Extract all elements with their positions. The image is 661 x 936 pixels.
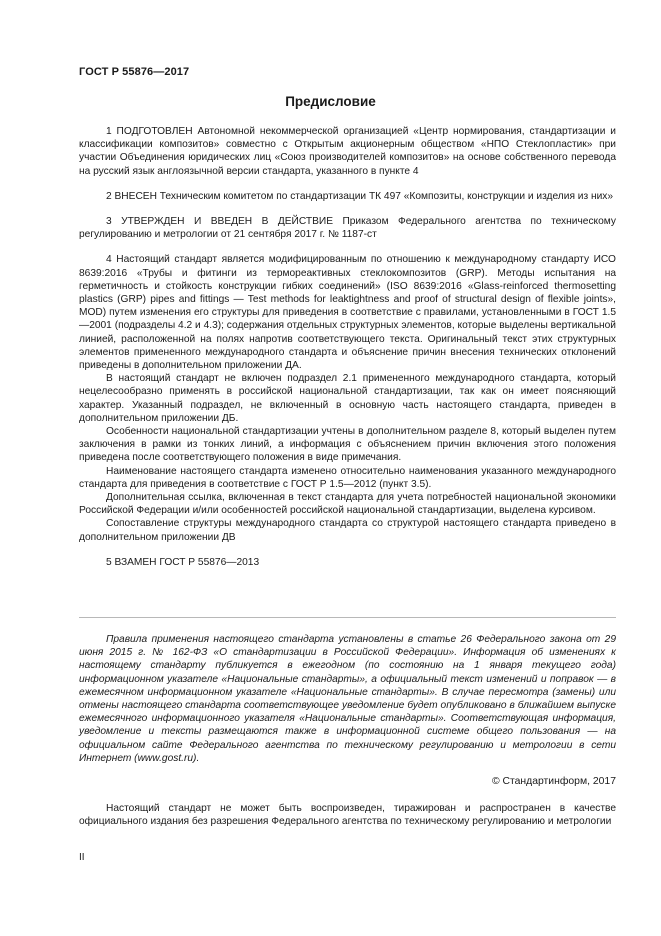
paragraph-4-national-features: Особенности национальной стандартизации учтены в дополнительном разделе 8, который выделен путем заключения в рамки из тонких линий, а информация с объяснением причин включения этого положения приведена после соответствующего положения в виде примечания. xyxy=(79,426,616,464)
law-notice-text: Правила применения настоящего стандарта установлены в статье 26 Федерального закона от 29 июня 2015 г. № 162-ФЗ «О стандартизации в Российской Федерации». Информация об изменениях к настоящему стандарту публикуется в ежегодном (по состоянию на 1 января текущего года) информационном указателе «Национальные стандарты», а официальный текст изменений и поправок — в ежемесячном информационном указателе «Национальные стандарты». В случае пересмотра (замены) или отмены настоящего стандарта соответствующее уведомление будет опубликовано в ближайшем выпуске ежемесячного информационного указателя «Национальные стандарты». Соответствующая информация, уведомление и тексты размещаются также в информационной системе общего пользования — на официальном сайте Федерального агентства по техническому регулированию и метрологии в сети Интернет (www.gost.ru). xyxy=(79,634,616,764)
reproduction-notice-block xyxy=(79,802,616,828)
paragraph-1-prepared: 1 ПОДГОТОВЛЕН Автономной некоммерческой организацией «Центр нормирования, стандартизации и классификации композитов» совместно с Открытым акционерным обществом «НПО Стеклопластик» при участии Объединения юридических лиц «Союз производителей композитов» на основе собственного перевода на русский язык англоязычной версии стандарта, указанного в пункте 4 xyxy=(79,126,616,177)
paragraph-2-submitted: 2 ВНЕСЕН Техническим комитетом по стандартизации ТК 497 «Композиты, конструкции и изделия из них» xyxy=(106,190,614,202)
standard-code-header: ГОСТ Р 55876—2017 xyxy=(79,66,190,78)
paragraph-4-structure-comparison: Сопоставление структуры международного стандарта со структурой настоящего стандарта приведено в дополнительном приложении ДВ xyxy=(79,518,616,543)
paragraph-4-title-change: Наименование настоящего стандарта изменено относительно наименования указанного международного стандарта для приведения в соответствие с ГОСТ Р 1.5—2012 (пункт 3.5). xyxy=(79,465,616,490)
paragraph-4-excluded-subsection: В настоящий стандарт не включен подраздел 2.1 примененного международного стандарта, который нецелесообразно применять в российской национальной стандартизации, так как он имеет поясняющий характер. Указанный подраздел, не включенный в основную часть настоящего стандарта, приведен в дополнительном приложении ДБ. xyxy=(79,373,616,424)
paragraph-4-modified: 4 Настоящий стандарт является модифицированным по отношению к международному стандарту ИСО 8639:2016 «Трубы и фитинги из термореактивных стеклокомпозитов (GRP). Методы испытания на герметичность и стойкость конструкции гибких соединений» (ISO 8639:2016 «Glass-reinforced thermosetting plastics (GRP) pipes and fittings — Test methods for leaktightness and proof of structural design of flexible joints», MOD) путем изменения его структуры для приведения в соответствие с правилами, установленными в ГОСТ 1.5—2001 (подразделы 4.2 и 4.3); содержания отдельных структурных элементов, которые выделены вертикальной линией, расположенной на полях напротив соответствующего текста. Оригинальный текст этих структурных элементов примененного международного стандарта и объяснение причин внесения технических отклонений приведены в дополнительном приложении ДА. xyxy=(79,254,616,372)
page-title: Предисловие xyxy=(285,94,376,109)
paragraph-3-approved: 3 УТВЕРЖДЕН И ВВЕДЕН В ДЕЙСТВИЕ Приказом Федерального агентства по техническому регулированию и метрологии от 21 сентября 2017 г. № 1187-ст xyxy=(79,216,616,241)
section-divider xyxy=(79,617,616,618)
foreword-body xyxy=(79,125,616,569)
reproduction-notice-text: Настоящий стандарт не может быть воспроизведен, тиражирован и распространен в качестве официального издания без разрешения Федерального агентства по техническому регулированию и метрологии xyxy=(79,803,616,828)
paragraph-4-additional-reference: Дополнительная ссылка, включенная в текст стандарта для учета потребностей национальной экономики Российской Федерации и/или особенностей российской национальной стандартизации, выделена курсивом. xyxy=(79,492,616,517)
paragraph-5-replaces: 5 ВЗАМЕН ГОСТ Р 55876—2013 xyxy=(106,556,260,568)
law-notice-block xyxy=(79,633,616,765)
page-number: II xyxy=(79,852,85,863)
copyright-line: © Стандартинформ, 2017 xyxy=(491,776,616,787)
